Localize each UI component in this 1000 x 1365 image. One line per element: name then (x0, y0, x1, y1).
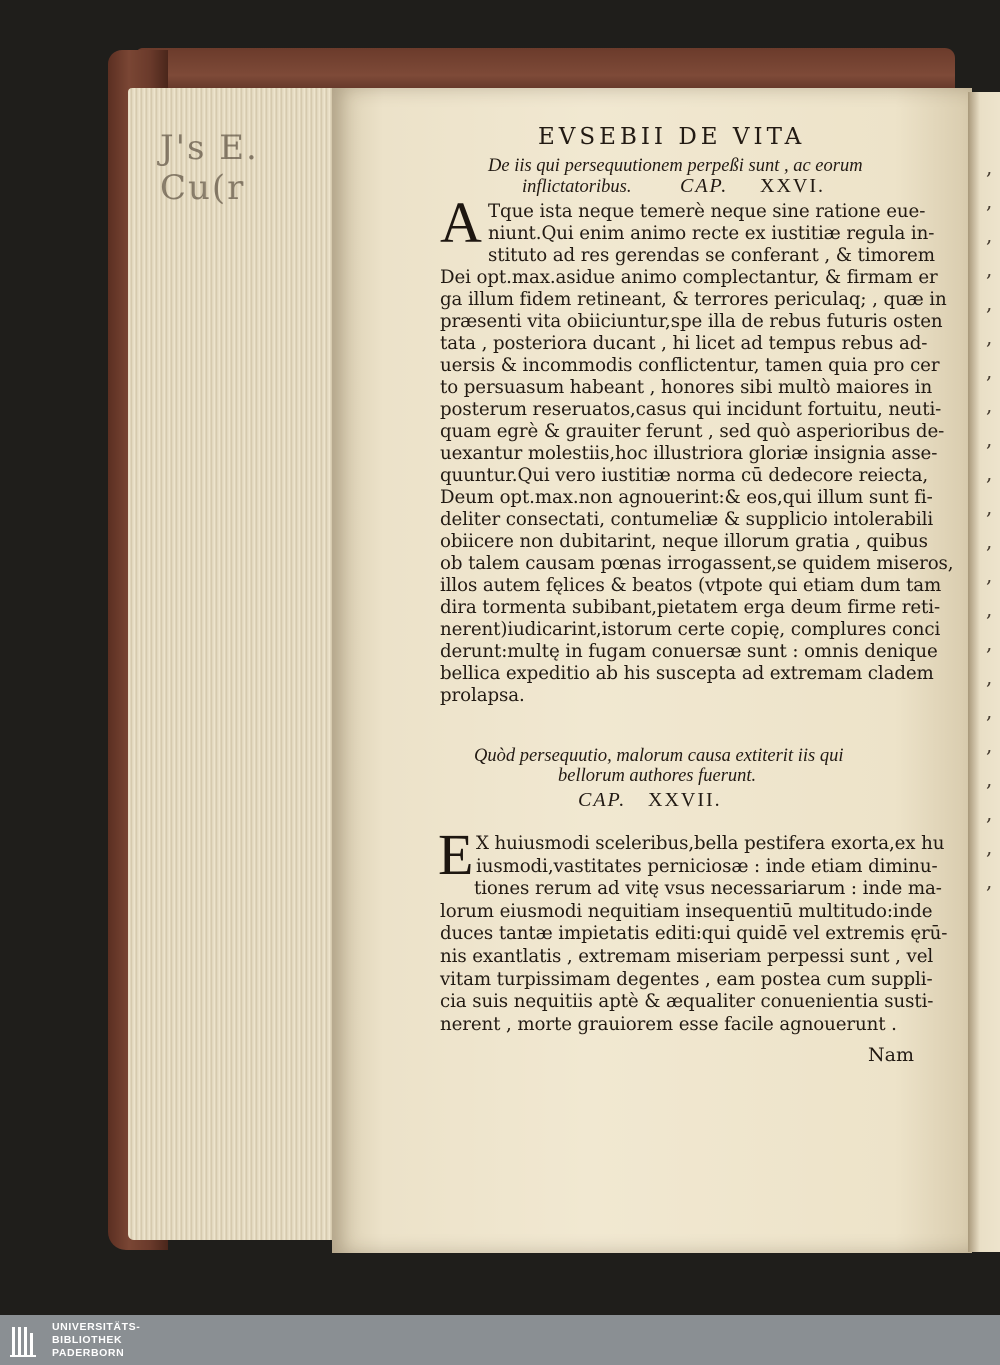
chapter26-line: obiicere non dubitarint, neque illorum gratia , quibus (440, 531, 928, 552)
chapter26-line: tata , posteriora ducant , hi licet ad tempus rebus ad- (440, 333, 928, 354)
chapter27-cap-number: XXVII. (648, 789, 722, 811)
chapter26-cap-label: CAP. (680, 175, 729, 197)
chapter26-line: stituto ad res gerendas se conferant , & timorem (488, 245, 935, 266)
chapter26-line: prolapsa. (440, 685, 525, 706)
chapter26-line: quam egrè & grauiter ferunt , sed quò asperioribus de- (440, 421, 945, 442)
chapter27-line: nis exantlatis , extremam miseriam perpessi sunt , vel (440, 946, 934, 967)
chapter27-line: vitam turpissimam degentes , eam postea cum suppli- (440, 968, 933, 990)
chapter26-line: to persuasum habeant , honores sibi multò maiores in (440, 377, 933, 398)
chapter27-line: duces tantæ impietatis editi:qui quidē vel extremis ęrū- (440, 923, 948, 945)
chapter26-line: illos autem fęlices & beatos (vtpote qui etiam dum tam (440, 575, 942, 596)
chapter26-cap-number: XXVI. (760, 175, 825, 197)
chapter26-line: præsenti vita obiiciuntur,spe illa de rebus futuris osten (440, 311, 943, 332)
chapter26-line: deliter consectati, contumeliæ & supplicio intolerabili (440, 509, 934, 530)
footer-line2: BIBLIOTHEK (52, 1334, 123, 1346)
footer-line3: PADERBORN (52, 1347, 125, 1359)
chapter26-line: Dei opt.max.asidue animo complectantur, & firmam er (440, 267, 938, 288)
chapter27-line: nerent , morte grauiorem esse facile agnouerunt . (440, 1013, 897, 1035)
spine-stamp: J's E. Cu(r (160, 128, 259, 208)
chapter26-line: Tque ista neque temerè neque sine ratione eue- (488, 201, 926, 222)
right-page-marks: , , , , , , , , , , , , , , , , , , , , , , (986, 155, 993, 893)
chapter26-line: ga illum fidem retineant, & terrores periculaq; , quæ in (440, 289, 947, 310)
chapter26-line: Deum opt.max.non agnouerint:& eos,qui illum sunt fi- (440, 487, 933, 508)
chapter27-line: cia suis nequitiis aptè & æqualiter conuenientia susti- (440, 991, 934, 1013)
chapter27-heading-line2: bellorum authores fuerunt. (558, 766, 757, 786)
library-logo-icon (10, 1323, 44, 1359)
catchword: Nam (868, 1044, 914, 1066)
chapter27-line: iusmodi,vastitates perniciosæ : inde etiam diminu- (476, 855, 938, 877)
footer-line1: UNIVERSITÄTS- (52, 1321, 141, 1333)
chapter26-line: posterum reseruatos,casus qui incidunt fortuitu, neuti- (440, 399, 942, 420)
chapter26-line: uersis & incommodis conflictentur, tamen quia pro cer (440, 355, 940, 376)
library-footer (0, 1315, 1000, 1365)
chapter26-line: nerent)iudicarint,istorum certe copię, complures conci (440, 619, 941, 640)
chapter26-line: quuntur.Qui vero iustitiæ norma cū dedecore reiecta, (440, 465, 929, 486)
chapter26-line: dira tormenta subibant,pietatem erga deum firme reti- (440, 597, 940, 618)
chapter26-line: uexantur molestiis,hoc illustriora gloriæ insignia asse- (440, 443, 938, 464)
chapter27-line: X huiusmodi sceleribus,bella pestifera exorta,ex hu (476, 833, 945, 854)
chapter27-initial: E (438, 822, 474, 887)
chapter26-line: niunt.Qui enim animo recte ex iustitiæ regula in- (488, 223, 935, 244)
chapter27-line: lorum eiusmodi nequitiam insequentiū multitudo:inde (440, 900, 933, 922)
page-edges (128, 88, 338, 1240)
chapter26-heading-line2: inflictatoribus. (522, 177, 632, 197)
chapter27-cap-label: CAP. (578, 789, 627, 811)
chapter26-heading-line1: De iis qui persequutionem perpeßi sunt , ac eorum (488, 156, 863, 176)
chapter27-line: tiones rerum ad vitę vsus necessariarum : inde ma- (474, 878, 942, 900)
running-head: EVSEBII DE VITA (538, 124, 806, 150)
chapter27-heading-line1: Quòd persequutio, malorum causa extiterit iis qui (474, 746, 844, 766)
chapter26-line: derunt:multę in fugam conuersæ sunt : omnis denique (440, 641, 938, 662)
chapter26-line: ob talem causam pœnas irrogassent,se quidem miseros, (440, 553, 954, 574)
chapter26-line: bellica expeditio ab his suscepta ad extremam cladem (440, 663, 934, 684)
chapter26-initial: A (440, 190, 482, 255)
